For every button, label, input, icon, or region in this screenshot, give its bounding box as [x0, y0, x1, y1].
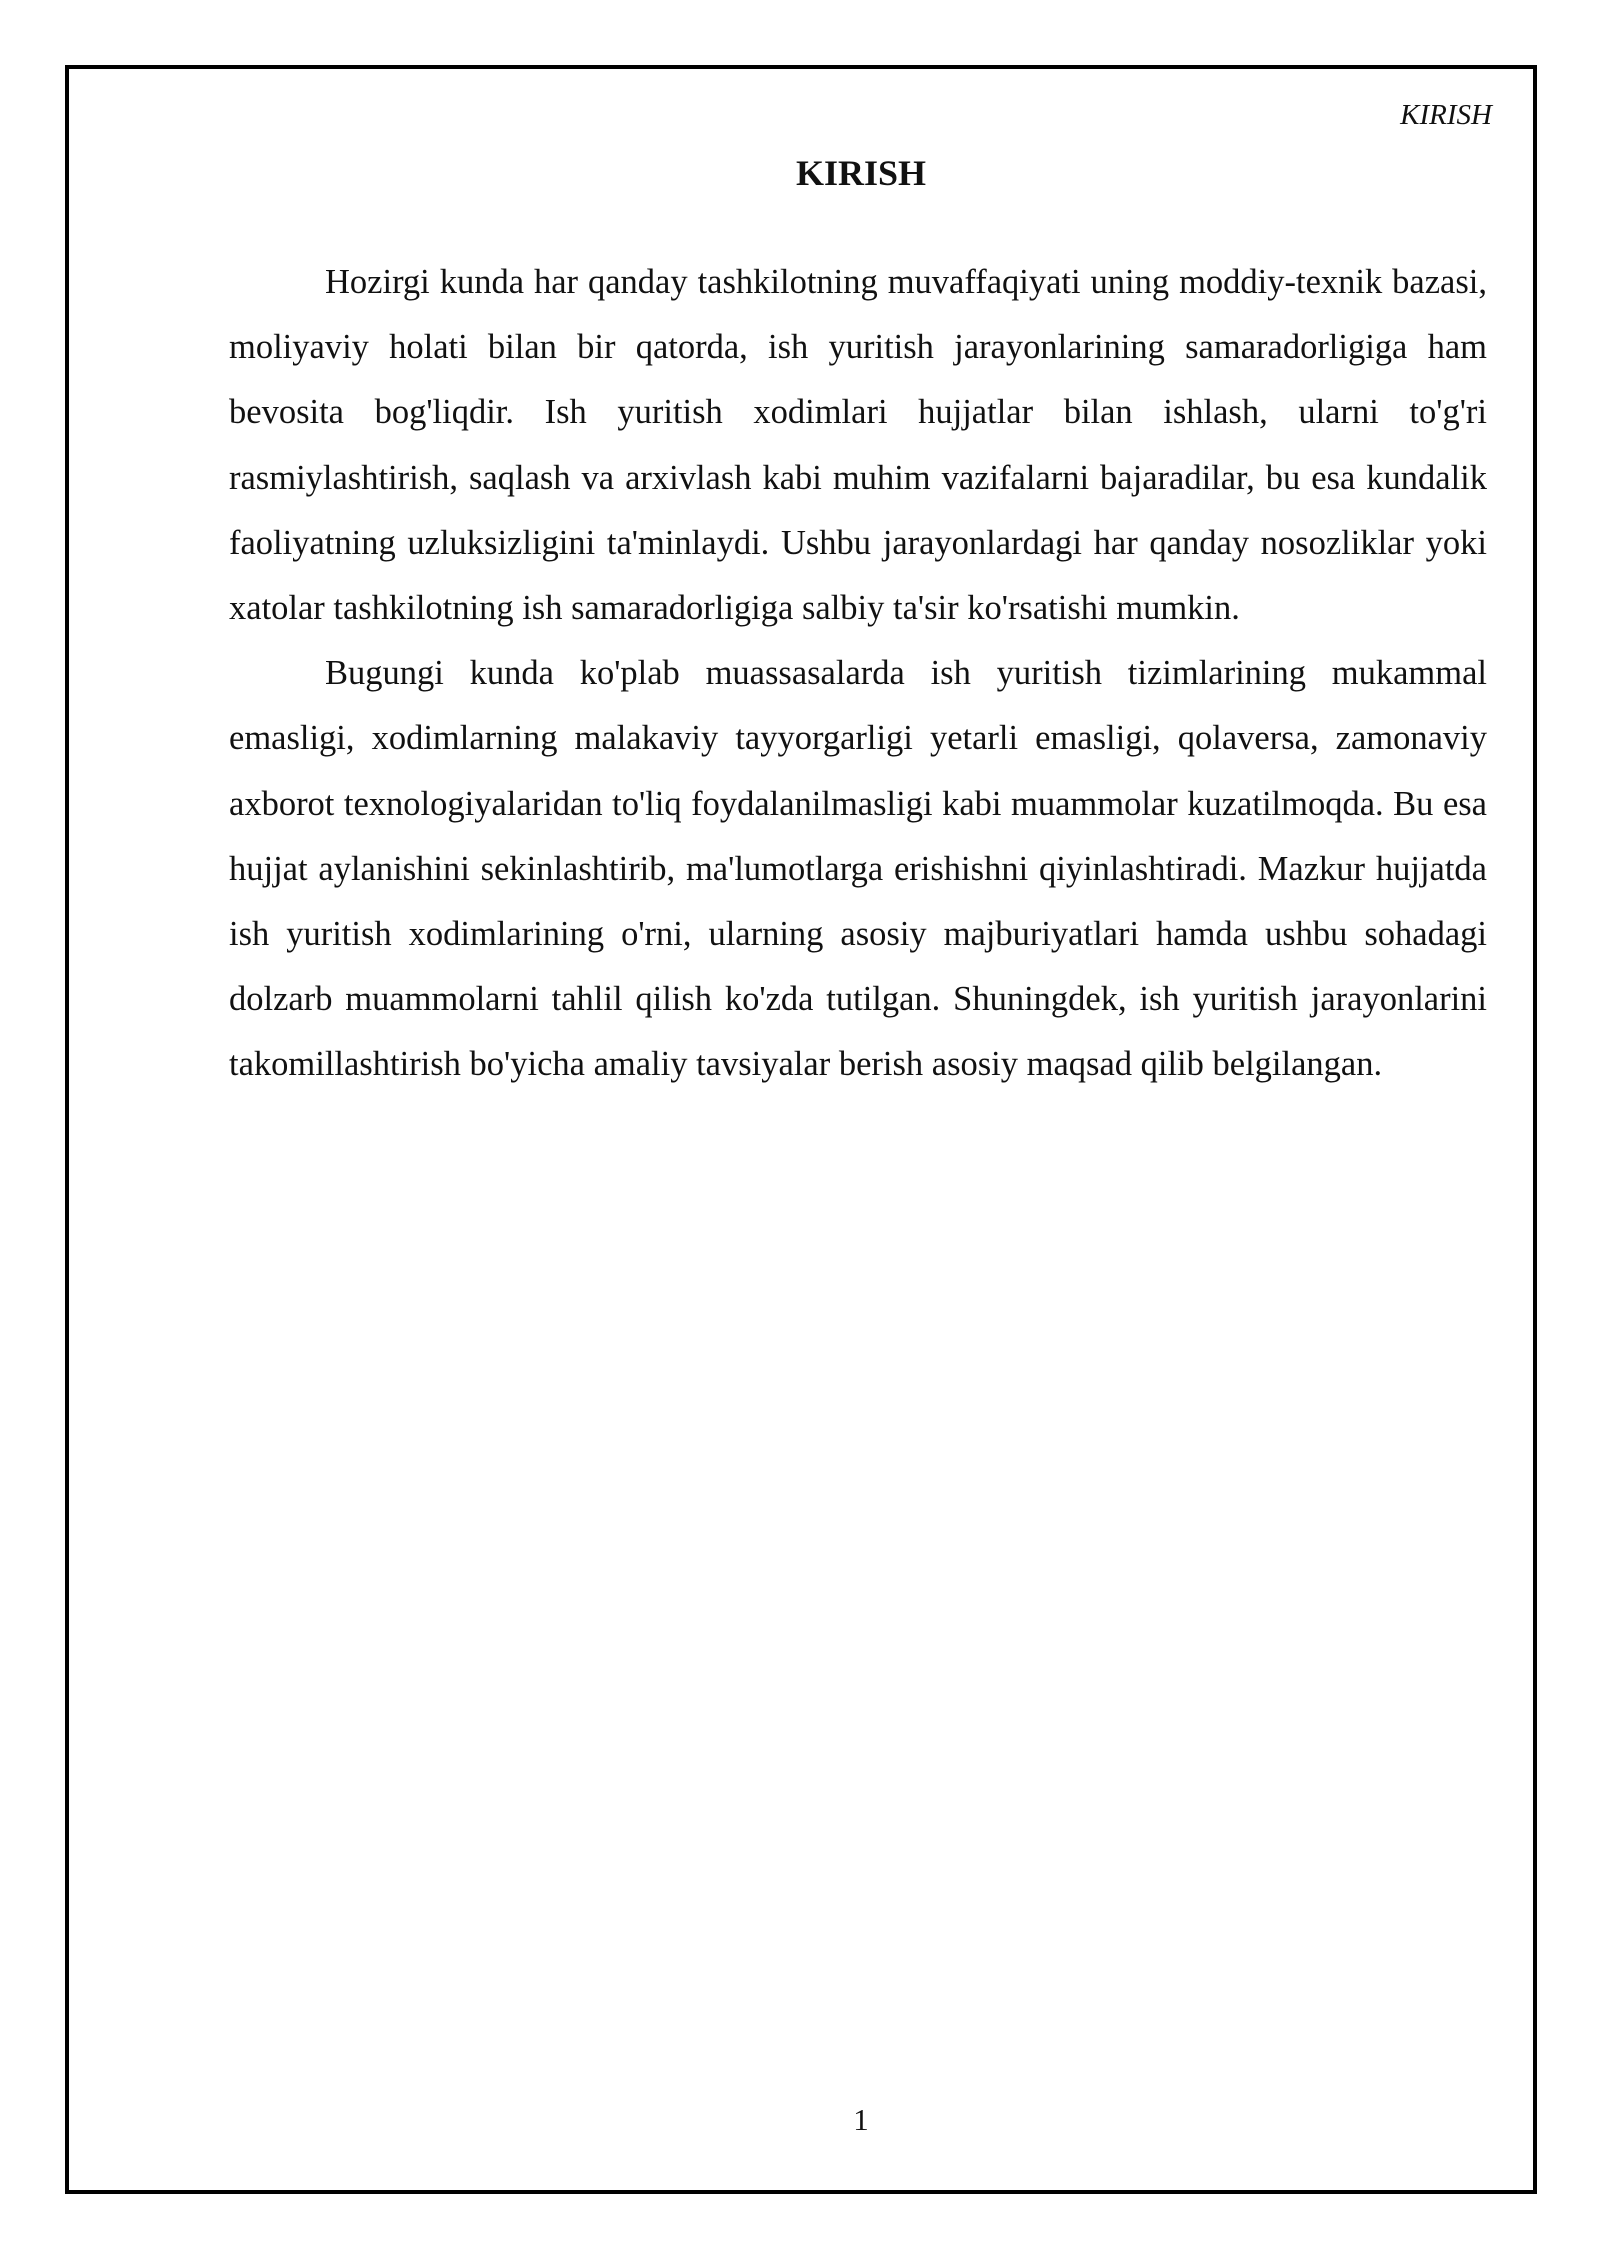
page-number: 1 — [853, 2102, 869, 2137]
paragraph: Hozirgi kunda har qanday tashkilotning muvaffaqiyati uning moddiy-texnik bazasi, moliyaviy holati bilan bir qatorda, ish yuritish jarayonlarining samaradorligiga ham bevosita bog'liqdir. Ish yuritish xodimlari hujjatlar bilan ishlash, ularni to'g'ri rasmiylashtirish, saqlash va arxivlash kabi muhim vazifalarni bajaradilar, bu esa kundalik faoliyatning uzluksizligini ta'minlaydi. Ushbu jarayonlardagi har qanday nosozliklar yoki xatolar tashkilotning ish samaradorligiga salbiy ta'sir ko'rsatishi mumkin. — [229, 263, 1487, 628]
paragraph: Bugungi kunda ko'plab muassasalarda ish yuritish tizimlarining mukammal emasligi, xodimlarning malakaviy tayyorgarligi yetarli emasligi, qolaversa, zamonaviy axborot texnologiyalaridan to'liq foydalanilmasligi kabi muammolar kuzatilmoqda. Bu esa hujjat aylanishini sekinlashtirib, ma'lumotlarga erishishni qiyinlashtiradi. Mazkur hujjatda ish yuritish xodimlarining o'rni, ularning asosiy majburiyatlari hamda ushbu sohadagi dolzarb muammolarni tahlil qilish ko'zda tutilgan. Shuningdek, ish yuritish jarayonlarini takomillashtirish bo'yicha amaliy tavsiyalar berish asosiy maqsad qilib belgilangan. — [229, 654, 1487, 1084]
body-text — [229, 250, 1487, 1098]
page-title: KIRISH — [795, 153, 927, 193]
running-header: KIRISH — [1400, 99, 1492, 131]
